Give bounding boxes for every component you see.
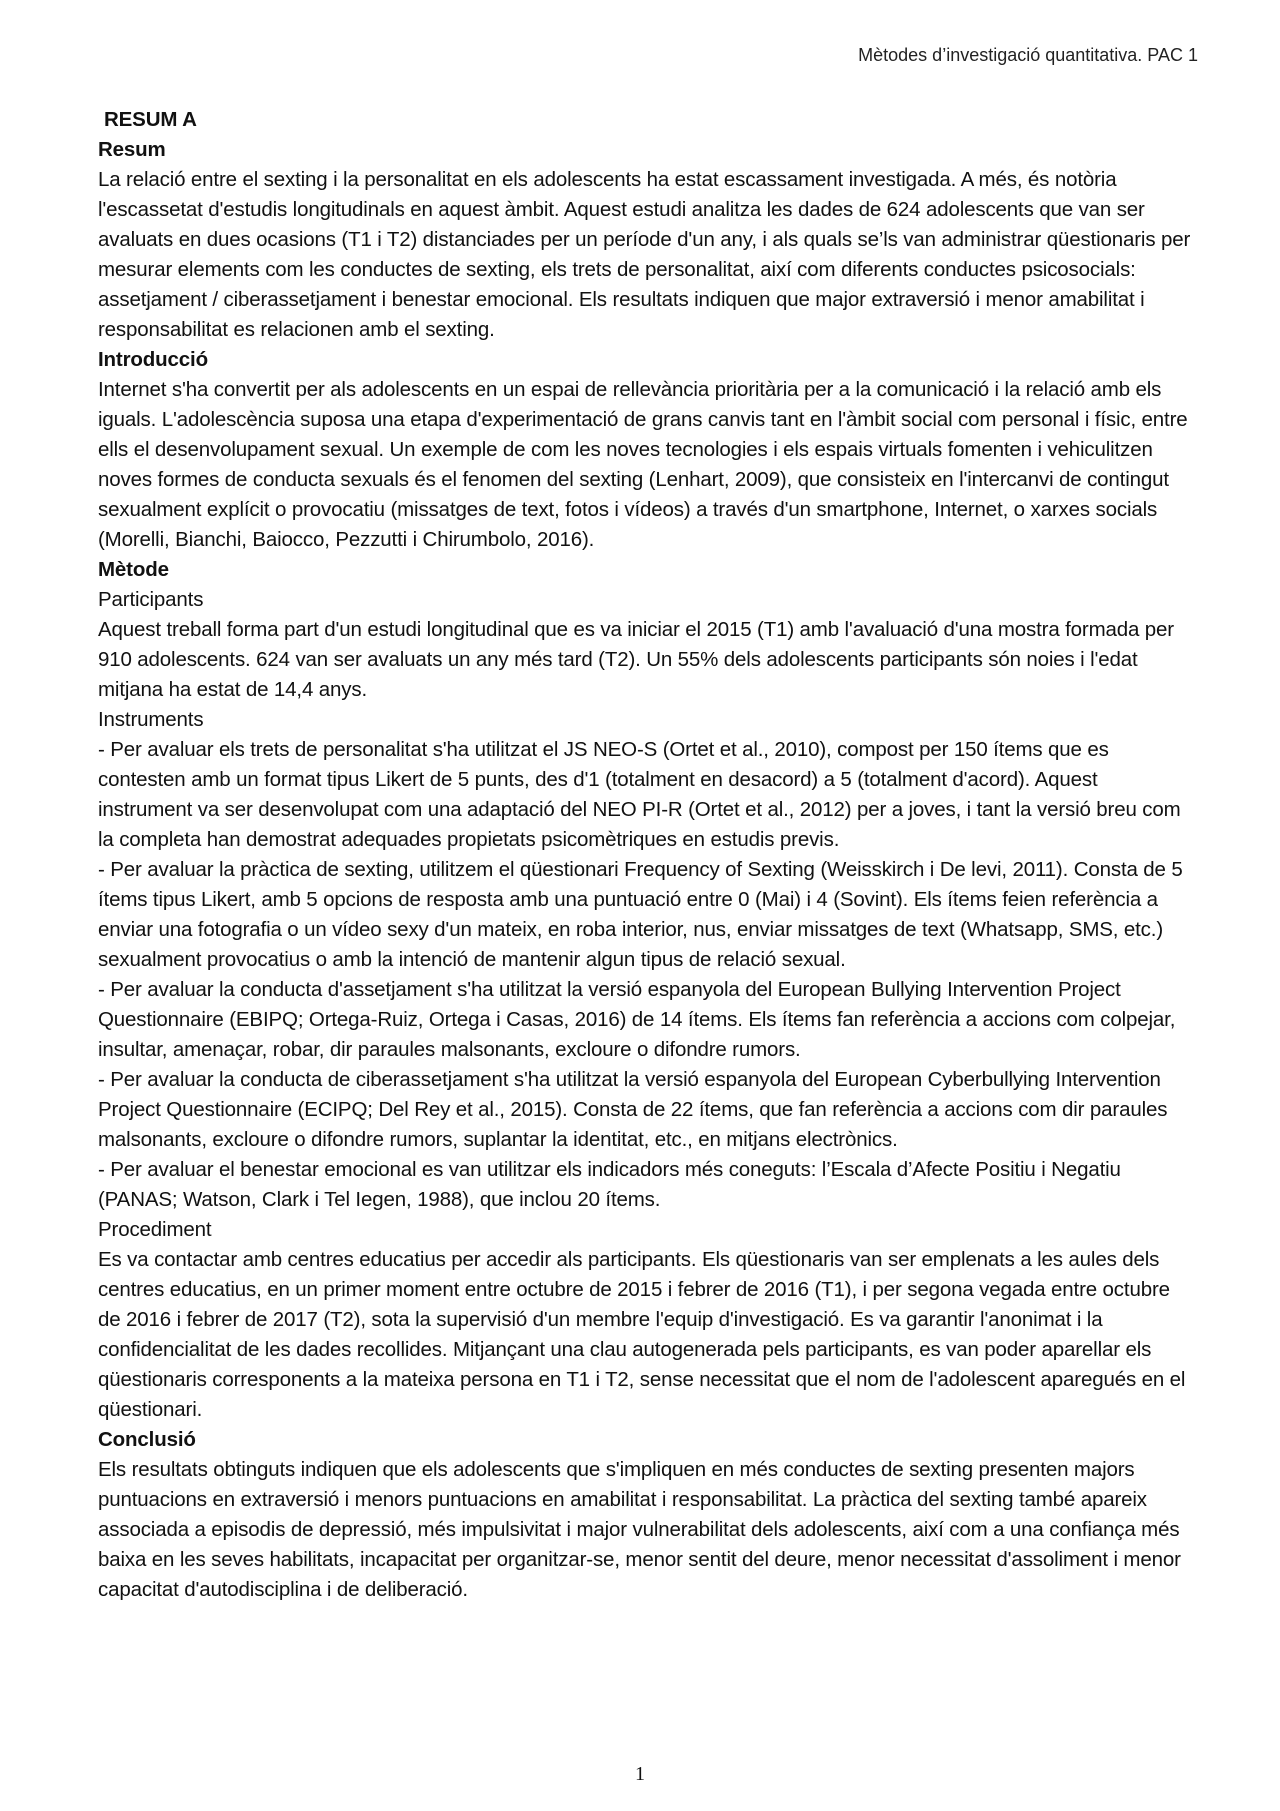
section-heading-conclusio: Conclusió: [98, 1428, 196, 1451]
section-heading-resum: Resum: [98, 138, 166, 161]
section-text-introduccio: Internet s'ha convertit per als adolescents en un espai de rellevància prioritària per a la comunicació i la relació amb els iguals. L'adolescència suposa una etapa d'experimentació de grans canvis tant en l'àmbit social com personal i físic, entre ells el desenvolupament sexual. Un exemple de com les noves tecnologies i els espais virtuals fomenten i vehiculitzen noves formes de conducta sexuals és el fenomen del sexting (Lenhart, 2009), que consisteix en l'intercanvi de contingut sexualment explícit o provocatiu (missatges de text, fotos i vídeos) a través d'un smartphone, Internet, o xarxes socials (Morelli, Bianchi, Baiocco, Pezzutti i Chirumbolo, 2016).: [98, 378, 1188, 551]
subsection-heading-participants: Participants: [98, 588, 204, 611]
instrument-item: - Per avaluar la conducta de ciberassetjament s'ha utilitzat la versió espanyola del European Cyberbullying Intervention Project Questionnaire (ECIPQ; Del Rey et al., 2015). Consta de 22 ítems, que fan referència a accions com dir paraules malsonants, excloure o difondre rumors, suplantar la identitat, etc., en mitjans electrònics.: [98, 1068, 1168, 1151]
subsection-heading-procediment: Procediment: [98, 1218, 212, 1241]
subsection-text-participants: Aquest treball forma part d'un estudi longitudinal que es va iniciar el 2015 (T1) amb l'avaluació d'una mostra formada per 910 adolescents. 624 van ser avaluats un any més tard (T2). Un 55% dels adolescents participants són noies i l'edat mitjana ha estat de 14,4 anys.: [98, 618, 1174, 701]
instrument-item: - Per avaluar la pràctica de sexting, utilitzem el qüestionari Frequency of Sexting (Weisskirch i De levi, 2011). Consta de 5 ítems tipus Likert, amb 5 opcions de resposta amb una puntuació entre 0 (Mai) i 4 (Sovint). Els ítems feien referència a enviar una fotografia o un vídeo sexy d'un mateix, en roba interior, nus, enviar missatges de text (Whatsapp, SMS, etc.) sexualment provocatius o amb la intenció de mantenir algun tipus de relació sexual.: [98, 858, 1183, 971]
subsection-heading-instruments: Instruments: [98, 708, 204, 731]
instrument-item: - Per avaluar la conducta d'assetjament s'ha utilitzat la versió espanyola del European Bullying Intervention Project Questionnaire (EBIPQ; Ortega-Ruiz, Ortega i Casas, 2016) de 14 ítems. Els ítems fan referència a accions com colpejar, insultar, amenaçar, robar, dir paraules malsonants, excloure o difondre rumors.: [98, 978, 1176, 1061]
section-heading-introduccio: Introducció: [98, 348, 208, 371]
instrument-item: - Per avaluar els trets de personalitat s'ha utilitzat el JS NEO-S (Ortet et al., 2010), compost per 150 ítems que es contesten amb un format tipus Likert de 5 punts, des d'1 (totalment en desacord) a 5 (totalment d'acord). Aquest instrument va ser desenvolupat com una adaptació del NEO PI-R (Ortet et al., 2012) per a joves, i tant la versió breu com la completa han demostrat adequades propietats psicomètriques en estudis previs.: [98, 738, 1181, 851]
section-heading-metode: Mètode: [98, 558, 169, 581]
section-text-conclusio: Els resultats obtinguts indiquen que els adolescents que s'impliquen en més conductes de sexting presenten majors puntuacions en extraversió i menors puntuacions en amabilitat i responsabilitat. La pràctica del sexting també apareix associada a episodis de depressió, més impulsivitat i major vulnerabilitat dels adolescents, així com a una confiança més baixa en les seves habilitats, incapacitat per organitzar-se, menor sentit del deure, menor necessitat d'assoliment i menor capacitat d'autodisciplina i de deliberació.: [98, 1458, 1181, 1601]
section-text-resum: La relació entre el sexting i la personalitat en els adolescents ha estat escassament investigada. A més, és notòria l'escassetat d'estudis longitudinals en aquest àmbit. Aquest estudi analitza les dades de 624 adolescents que van ser avaluats en dues ocasions (T1 i T2) distanciades per un període d'un any, i als quals se’ls van administrar qüestionaris per mesurar elements com les conductes de sexting, els trets de personalitat, així com diferents conductes psicosocials: assetjament / ciberassetjament i benestar emocional. Els resultats indiquen que major extraversió i menor amabilitat i responsabilitat es relacionen amb el sexting.: [98, 168, 1191, 341]
subsection-text-procediment: Es va contactar amb centres educatius per accedir als participants. Els qüestionaris van ser emplenats a les aules dels centres educatius, en un primer moment entre octubre de 2015 i febrer de 2016 (T1), i per segona vegada entre octubre de 2016 i febrer de 2017 (T2), sota la supervisió d'un membre l'equip d'investigació. Es va garantir l'anonimat i la confidencialitat de les dades recollides. Mitjançant una clau autogenerada pels participants, es van poder aparellar els qüestionaris corresponents a la mateixa persona en T1 i T2, sense necessitat que el nom de l'adolescent aparegués en el qüestionari.: [98, 1248, 1186, 1421]
instrument-item: - Per avaluar el benestar emocional es van utilitzar els indicadors més coneguts: l’Escala d’Afecte Positiu i Negatiu (PANAS; Watson, Clark i Tel Iegen, 1988), que inclou 20 ítems.: [98, 1158, 1121, 1211]
page-number: 1: [635, 1763, 645, 1785]
document-title: RESUM A: [104, 108, 197, 131]
document-body: [98, 105, 1196, 1605]
running-header: Mètodes d’investigació quantitativa. PAC 1: [858, 45, 1198, 65]
